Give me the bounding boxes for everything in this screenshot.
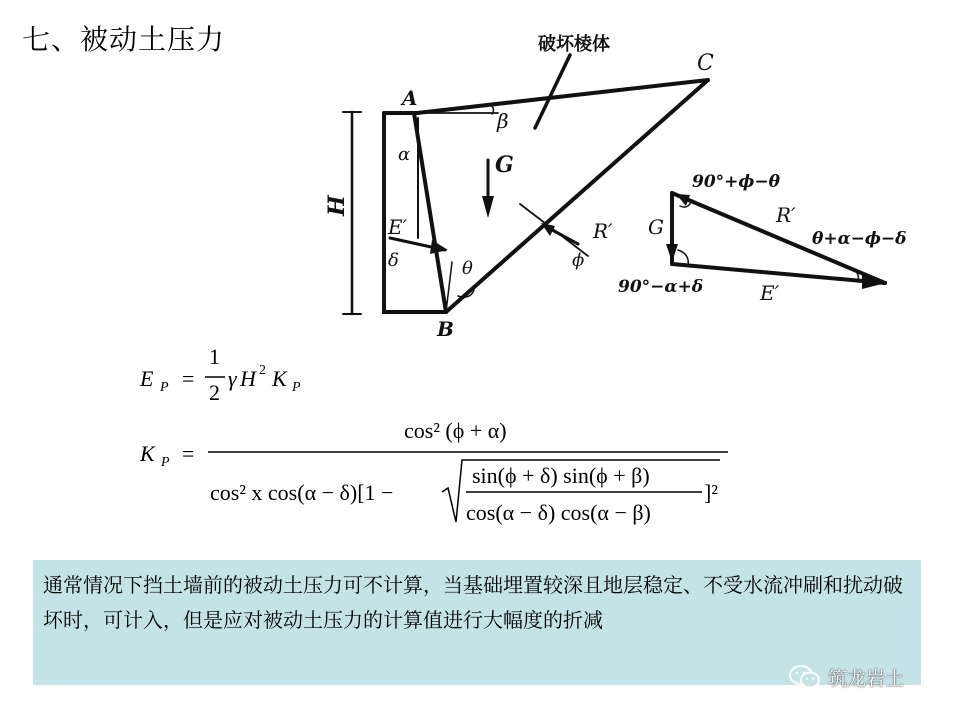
gamma-symbol: γ xyxy=(228,366,237,391)
label-a: A xyxy=(402,86,418,110)
kp-equals: = xyxy=(182,441,195,466)
kp-inner-denominator: cos(α − δ) cos(α − β) xyxy=(466,500,651,525)
label-g: G xyxy=(495,152,514,178)
label-delta: δ xyxy=(388,250,399,271)
label-e-prime: E′ xyxy=(388,215,408,239)
k-subscript: P xyxy=(292,380,301,395)
label-c: C xyxy=(697,51,714,76)
ep-equals: = xyxy=(182,366,195,391)
failure-wedge-caption: 破坏棱体 xyxy=(538,34,610,55)
angle-right-label: θ+α−ϕ−δ xyxy=(812,229,907,249)
wall-wedge-diagram xyxy=(343,55,708,314)
wechat-icon xyxy=(788,663,822,691)
label-beta: β xyxy=(497,109,509,133)
equation-kp xyxy=(139,418,728,525)
equation-ep xyxy=(139,344,301,405)
page-title: 七、被动土压力 xyxy=(22,23,226,56)
watermark xyxy=(788,662,904,692)
half-denominator: 2 xyxy=(209,380,220,405)
label-b: B xyxy=(437,317,454,341)
kp-numerator: cos² (ϕ + α) xyxy=(404,418,507,443)
triangle-label-g: G xyxy=(648,215,664,239)
angle-left-label: 90°−α+δ xyxy=(618,277,704,297)
half-numerator: 1 xyxy=(209,344,220,369)
k-symbol: K xyxy=(272,366,287,391)
label-h: H xyxy=(324,195,350,216)
angle-top-label: 90°+ϕ−θ xyxy=(692,172,780,192)
note-text: 通常情况下挡土墙前的被动土压力可不计算，当基础埋置较深且地层稳定、不受水流冲刷和扰动破坏时，可计入，但是应对被动土压力的计算值进行大幅度的折减 xyxy=(43,573,903,632)
h-squared: 2 xyxy=(259,363,266,378)
label-alpha: α xyxy=(398,144,411,165)
kp-inner-numerator: sin(ϕ + δ) sin(ϕ + β) xyxy=(472,463,650,488)
kp-denominator-left: cos² x cos(α − δ)[1 − xyxy=(210,480,394,505)
kp-symbol: K xyxy=(140,441,155,466)
kp-denominator-right: ]² xyxy=(704,480,718,505)
label-phi: ϕ xyxy=(572,250,585,271)
ep-subscript: P xyxy=(160,380,169,395)
label-r-prime: R′ xyxy=(593,219,613,243)
h-symbol: H xyxy=(240,366,256,391)
kp-subscript: P xyxy=(161,455,170,470)
ep-symbol: E xyxy=(140,366,154,391)
watermark-text: 筑龙岩土 xyxy=(828,667,905,690)
triangle-label-e: E′ xyxy=(760,281,780,305)
label-theta: θ xyxy=(462,258,473,279)
triangle-label-r: R′ xyxy=(776,203,796,227)
